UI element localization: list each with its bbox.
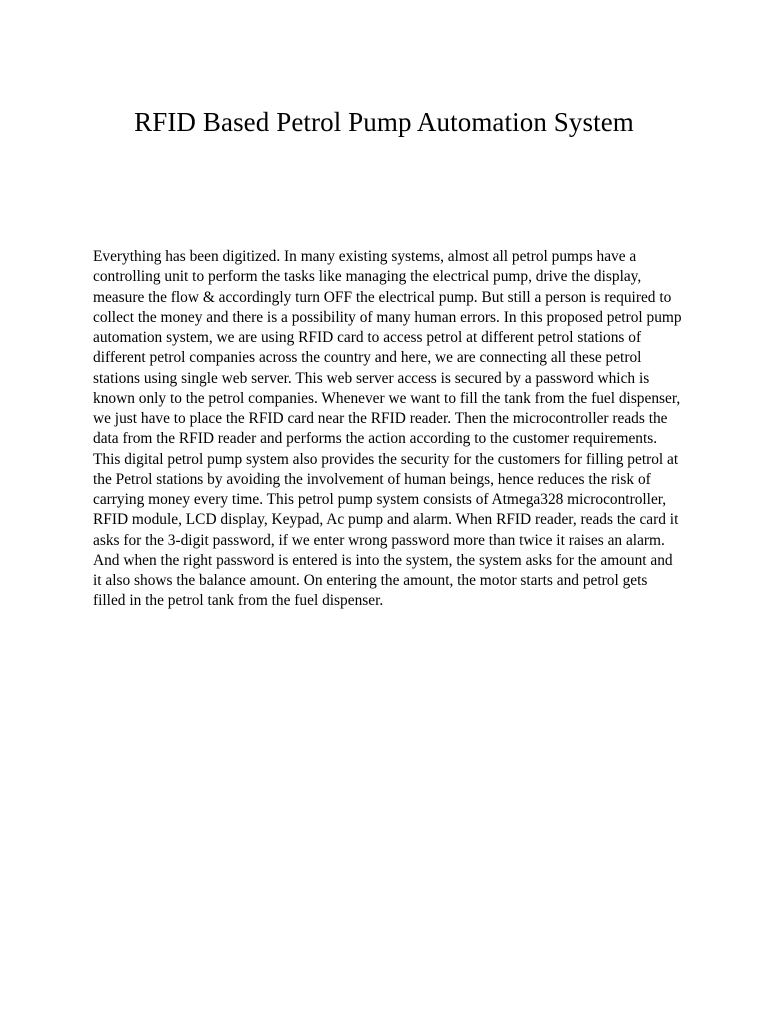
document-body-paragraph: Everything has been digitized. In many existing systems, almost all petrol pumps have a controlling unit to perform the tasks like managing the electrical pump, drive the display, measure the flow & accordingly turn OFF the electrical pump. But still a person is required to collect the money and there is a possibility of many human errors. In this proposed petrol pump automation system, we are using RFID card to access petrol at different petrol stations of different petrol companies across the country and here, we are connecting all these petrol stations using single web server. This web server access is secured by a password which is known only to the petrol companies. Whenever we want to fill the tank from the fuel dispenser, we just have to place the RFID card near the RFID reader. Then the microcontroller reads the data from the RFID reader and performs the action according to the customer requirements. This digital petrol pump system also provides the security for the customers for filling petrol at the Petrol stations by avoiding the involvement of human beings, hence reduces the risk of carrying money every time. This petrol pump system consists of Atmega328 microcontroller, RFID module, LCD display, Keypad, Ac pump and alarm. When RFID reader, reads the card it asks for the 3-digit password, if we enter wrong password more than twice it raises an alarm. And when the right password is entered is into the system, the system asks for the amount and it also shows the balance amount. On entering the amount, the motor starts and petrol gets filled in the petrol tank from the fuel dispenser.: [93, 248, 682, 610]
document-title: RFID Based Petrol Pump Automation System: [134, 107, 634, 137]
